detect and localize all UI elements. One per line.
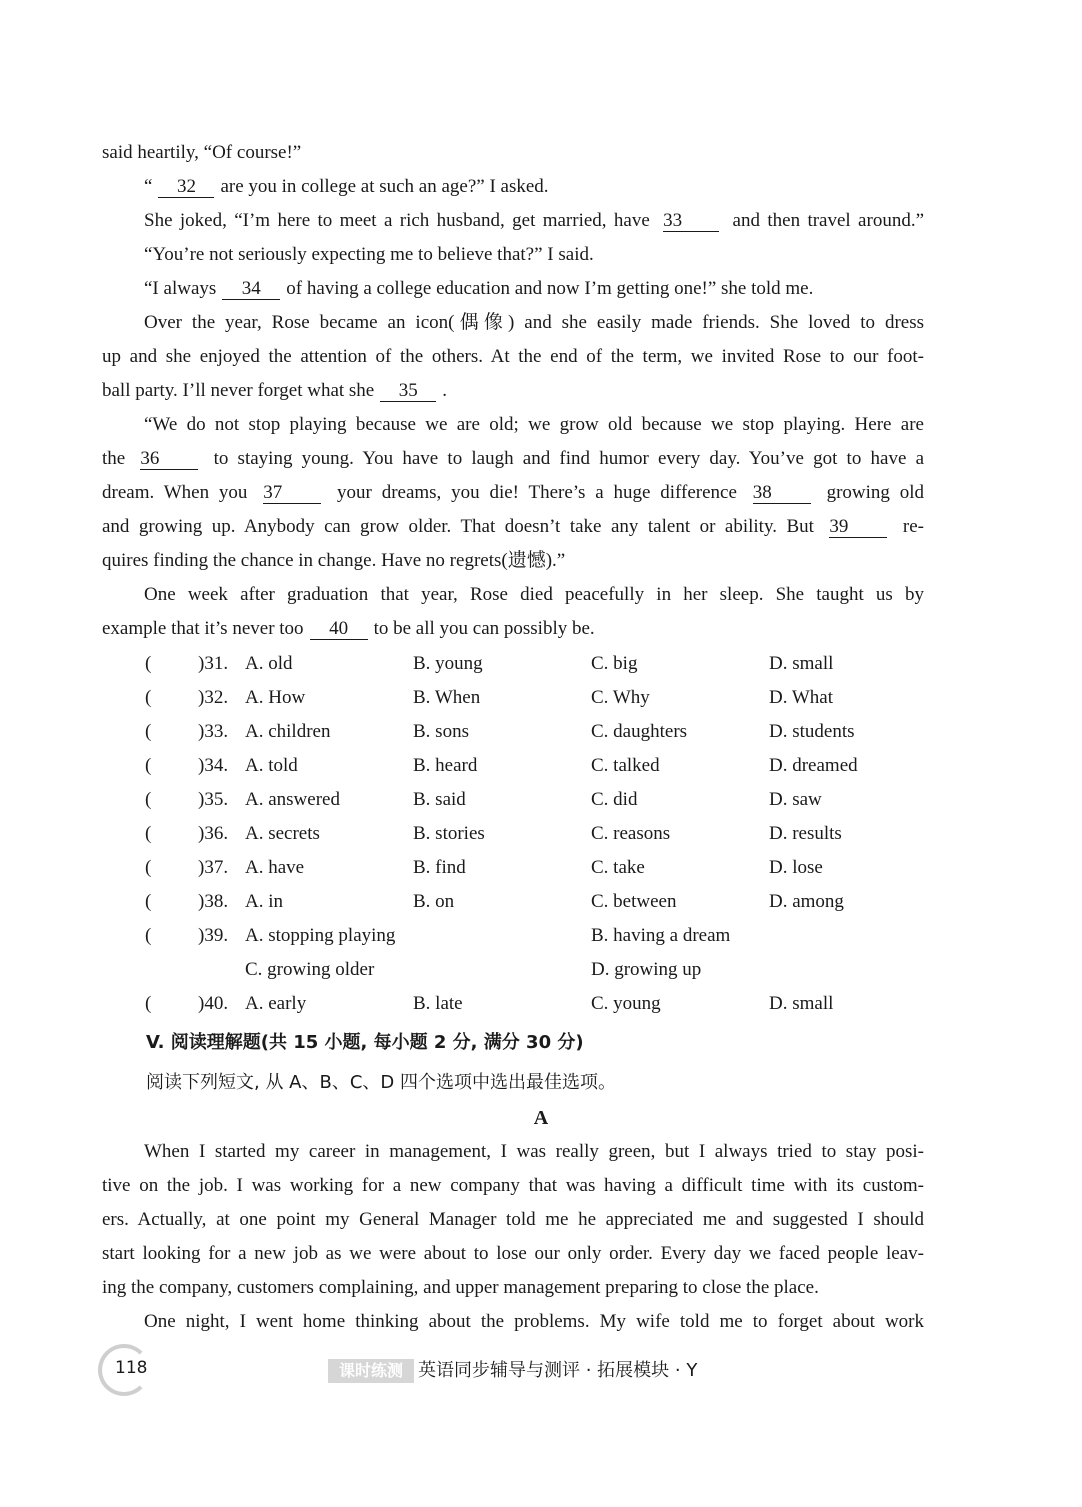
option-d: D. saw bbox=[769, 789, 822, 810]
passage-text: dream. When you bbox=[102, 482, 248, 503]
option-a: A. stopping playing bbox=[245, 925, 396, 946]
blank-36: 36 bbox=[140, 449, 198, 470]
answer-bracket[interactable]: ( bbox=[145, 687, 152, 708]
passage-a-line bbox=[102, 1276, 924, 1300]
passage-line bbox=[144, 413, 924, 437]
question-number: )32. bbox=[198, 687, 229, 708]
passage-a-line bbox=[102, 1208, 924, 1232]
blank-33: 33 bbox=[663, 211, 719, 232]
option-a: A. children bbox=[245, 721, 331, 742]
passage-line bbox=[102, 379, 924, 403]
passage-text: said heartily, “Of course!” bbox=[102, 142, 302, 163]
passage-text: ball party. I’ll never forget what she bbox=[102, 380, 375, 401]
option-a: A. secrets bbox=[245, 823, 320, 844]
option-d: D. growing up bbox=[591, 959, 702, 980]
passage-a-line bbox=[144, 1310, 924, 1334]
passage-text: to staying young. You have to laugh and find humor every day. You’ve got to have a bbox=[213, 448, 924, 469]
option-b: B. said bbox=[413, 789, 466, 810]
option-b: B. late bbox=[413, 993, 463, 1014]
option-c: C. young bbox=[591, 993, 661, 1014]
option-c: C. talked bbox=[591, 755, 660, 776]
passage-line bbox=[144, 277, 924, 301]
passage-line bbox=[102, 447, 924, 471]
option-d: D. among bbox=[769, 891, 844, 912]
option-c: C. take bbox=[591, 857, 645, 878]
blank-40: 40 bbox=[310, 619, 368, 640]
passage-text: your dreams, you die! There’s a huge difference bbox=[337, 482, 737, 503]
passage-line bbox=[102, 549, 924, 573]
passage-text: One week after graduation that year, Rose died peacefully in her sleep. She taught us by bbox=[144, 584, 924, 605]
option-d: D. students bbox=[769, 721, 855, 742]
passage-line bbox=[102, 345, 924, 369]
option-b: B. on bbox=[413, 891, 455, 912]
option-a: A. early bbox=[245, 993, 307, 1014]
passage-line bbox=[102, 515, 924, 539]
passage-line bbox=[102, 617, 924, 641]
blank-39: 39 bbox=[829, 517, 887, 538]
option-c: C. big bbox=[591, 653, 638, 674]
passage-a-line bbox=[102, 1242, 924, 1266]
answer-bracket[interactable]: ( bbox=[145, 721, 152, 742]
footer-logo-band: 课时练测 bbox=[328, 1359, 414, 1383]
question-number: )31. bbox=[198, 653, 229, 674]
passage-text: “You’re not seriously expecting me to believe that?” I said. bbox=[144, 244, 594, 265]
question-number: )39. bbox=[198, 925, 229, 946]
passage-text: re- bbox=[902, 516, 925, 537]
passage-text: “I always bbox=[144, 278, 217, 299]
passage-text: tive on the job. I was working for a new company that was having a difficult time with its custom- bbox=[102, 1175, 924, 1196]
question-number: )36. bbox=[198, 823, 229, 844]
answer-bracket[interactable]: ( bbox=[145, 653, 152, 674]
question-number: )33. bbox=[198, 721, 229, 742]
passage-line bbox=[144, 175, 924, 199]
answer-bracket[interactable]: ( bbox=[145, 755, 152, 776]
passage-text: growing old bbox=[826, 482, 925, 503]
blank-32: 32 bbox=[158, 177, 214, 198]
option-a: A. have bbox=[245, 857, 305, 878]
passage-text: She joked, “I’m here to meet a rich husband, get married, have bbox=[144, 210, 650, 231]
passage-line bbox=[144, 311, 924, 335]
page-number: 118 bbox=[115, 1358, 148, 1378]
answer-bracket[interactable]: ( bbox=[145, 823, 152, 844]
question-number: )37. bbox=[198, 857, 229, 878]
passage-text: and then travel around.” bbox=[732, 210, 925, 231]
passage-text: quires finding the chance in change. Have no regrets(遗憾).” bbox=[102, 550, 566, 571]
passage-line bbox=[102, 141, 924, 165]
option-a: A. old bbox=[245, 653, 293, 674]
question-number: )40. bbox=[198, 993, 229, 1014]
blank-34: 34 bbox=[222, 279, 280, 300]
passage-text: ing the company, customers complaining, and upper management preparing to close the place. bbox=[102, 1277, 819, 1298]
answer-bracket[interactable]: ( bbox=[145, 789, 152, 810]
passage-text: example that it’s never too bbox=[102, 618, 304, 639]
option-d: D. dreamed bbox=[769, 755, 858, 776]
passage-text: When I started my career in management, I was really green, but I always tried to stay posi- bbox=[144, 1141, 924, 1162]
page-number-badge bbox=[98, 1344, 156, 1390]
option-b: B. find bbox=[413, 857, 466, 878]
passage-text: . bbox=[442, 380, 447, 401]
option-b: B. sons bbox=[413, 721, 469, 742]
option-b: B. stories bbox=[413, 823, 485, 844]
passage-text: of having a college education and now I’m getting one!” she told me. bbox=[286, 278, 814, 299]
passage-text: and growing up. Anybody can grow older. That doesn’t take any talent or ability. But bbox=[102, 516, 814, 537]
option-d: D. What bbox=[769, 687, 834, 708]
question-number: )38. bbox=[198, 891, 229, 912]
question-number: )35. bbox=[198, 789, 229, 810]
passage-text: start looking for a new job as we were about to lose our only order. Every day we faced people leav- bbox=[102, 1243, 924, 1264]
passage-line bbox=[144, 243, 924, 267]
section-heading: V. 阅读理解题(共 15 小题, 每小题 2 分, 满分 30 分) bbox=[146, 1032, 584, 1053]
option-d: D. lose bbox=[769, 857, 823, 878]
passage-line bbox=[102, 481, 924, 505]
option-a: A. How bbox=[245, 687, 306, 708]
option-a: A. in bbox=[245, 891, 283, 912]
answer-bracket[interactable]: ( bbox=[145, 857, 152, 878]
option-c: C. daughters bbox=[591, 721, 688, 742]
passage-text: the bbox=[102, 448, 126, 469]
option-b: B. having a dream bbox=[591, 925, 731, 946]
passage-text: to be all you can possibly be. bbox=[373, 618, 595, 639]
footer-book-title: 英语同步辅导与测评 · 拓展模块 · Y bbox=[418, 1360, 698, 1381]
option-d: D. results bbox=[769, 823, 842, 844]
option-a: A. told bbox=[245, 755, 298, 776]
passage-text: ers. Actually, at one point my General Manager told me he appreciated me and suggested I should bbox=[102, 1209, 924, 1230]
answer-bracket[interactable]: ( bbox=[145, 993, 152, 1014]
blank-38: 38 bbox=[753, 483, 811, 504]
question-number: )34. bbox=[198, 755, 229, 776]
passage-text: up and she enjoyed the attention of the others. At the end of the term, we invited Rose to our foot- bbox=[102, 346, 924, 367]
option-b: B. heard bbox=[413, 755, 478, 776]
option-a: A. answered bbox=[245, 789, 340, 810]
passage-text: “We do not stop playing because we are old; we grow old because we stop playing. Here are bbox=[144, 414, 924, 435]
passage-text: One night, I went home thinking about the problems. My wife told me to forget about work bbox=[144, 1311, 924, 1332]
answer-bracket[interactable]: ( bbox=[145, 925, 152, 946]
passage-a-line bbox=[144, 1140, 924, 1164]
passage-a-line bbox=[102, 1174, 924, 1198]
option-d: D. small bbox=[769, 653, 834, 674]
option-c: C. growing older bbox=[245, 959, 375, 980]
passage-text: “ bbox=[144, 176, 153, 197]
section-instruction: 阅读下列短文, 从 A、B、C、D 四个选项中选出最佳选项。 bbox=[146, 1072, 616, 1093]
option-b: B. When bbox=[413, 687, 481, 708]
passage-text: Over the year, Rose became an icon(偶像) and she easily made friends. She loved to dress bbox=[144, 312, 924, 333]
blank-35: 35 bbox=[380, 381, 436, 402]
option-c: C. Why bbox=[591, 687, 650, 708]
passage-text: are you in college at such an age?” I asked. bbox=[220, 176, 549, 197]
option-c: C. reasons bbox=[591, 823, 671, 844]
blank-37: 37 bbox=[263, 483, 321, 504]
option-c: C. between bbox=[591, 891, 677, 912]
passage-line bbox=[144, 583, 924, 607]
answer-bracket[interactable]: ( bbox=[145, 891, 152, 912]
option-d: D. small bbox=[769, 993, 834, 1014]
passage-title: A bbox=[533, 1107, 549, 1129]
option-b: B. young bbox=[413, 653, 483, 674]
option-c: C. did bbox=[591, 789, 638, 810]
passage-line bbox=[144, 209, 924, 233]
